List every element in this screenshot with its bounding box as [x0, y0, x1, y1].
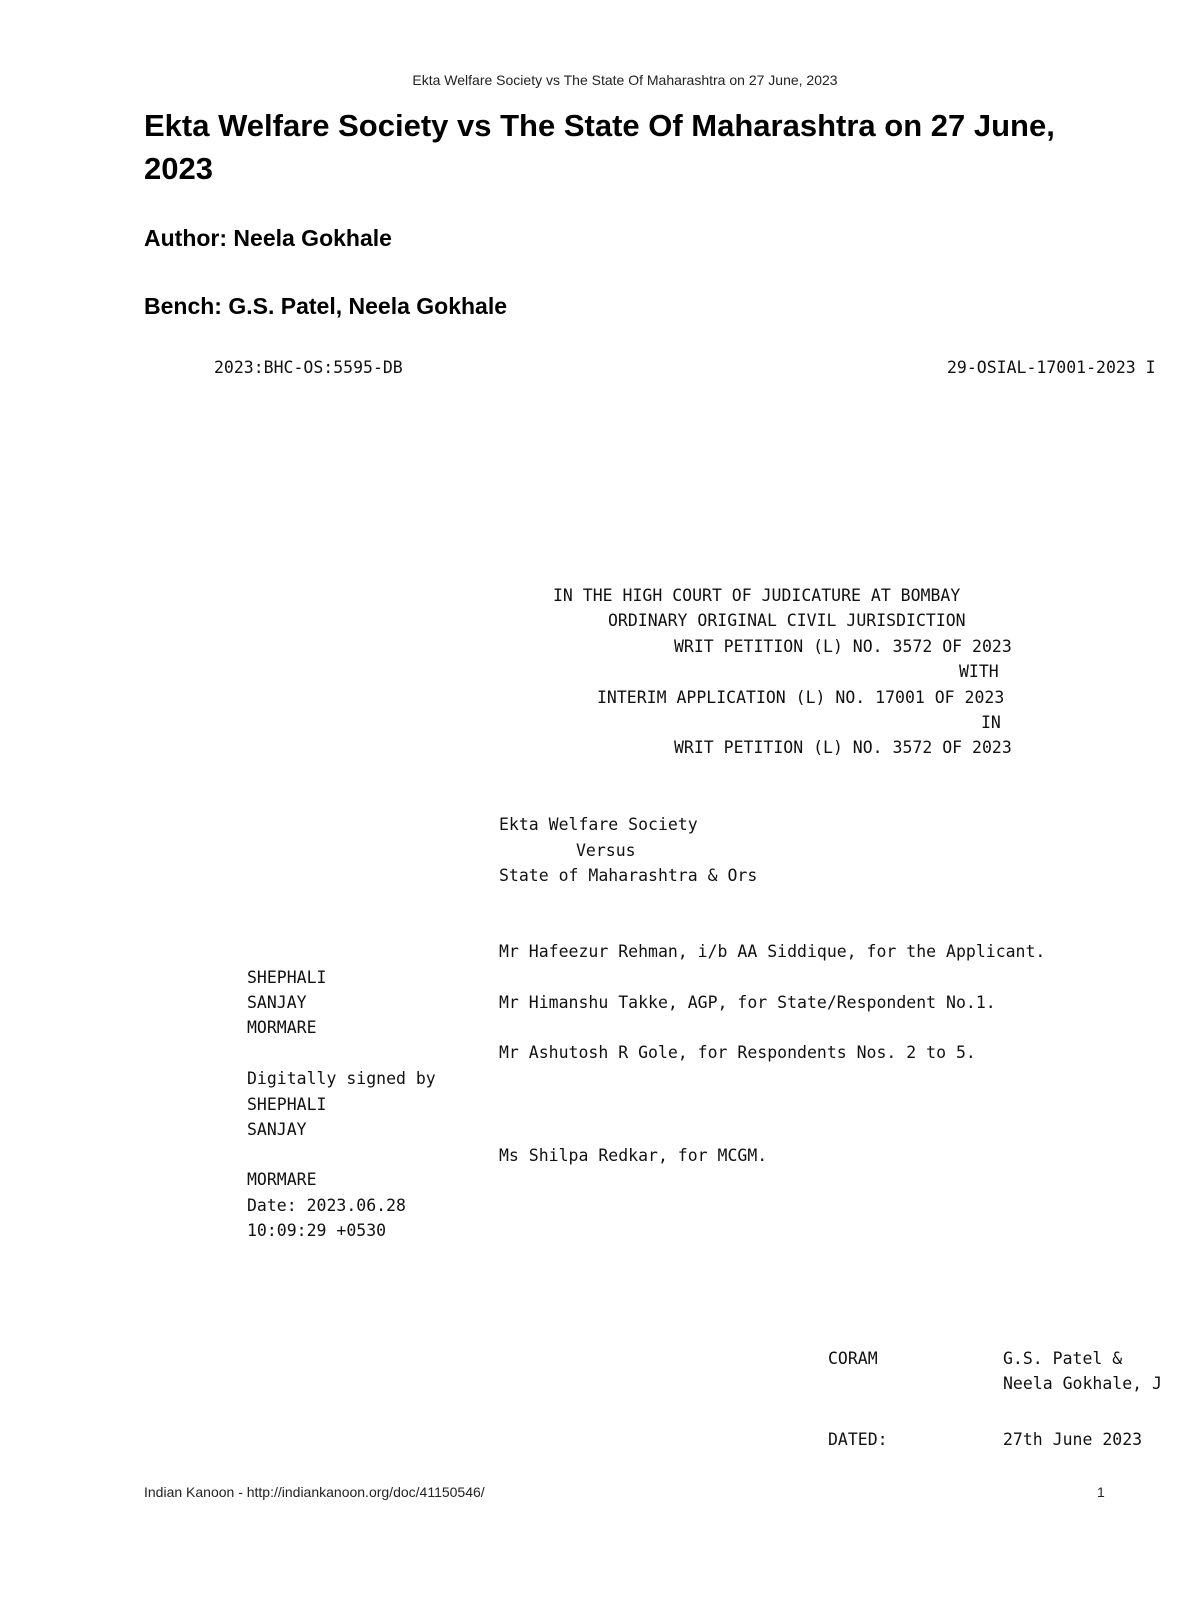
appearance-line: Ms Shilpa Redkar, for MCGM. — [499, 1146, 768, 1165]
footer-source-link[interactable]: Indian Kanoon - http://indiankanoon.org/doc/41150546/ — [144, 1484, 485, 1500]
petitioner: Ekta Welfare Society — [499, 815, 698, 834]
signature-line: Digitally signed by — [247, 1069, 436, 1088]
dated-label: DATED: — [828, 1430, 888, 1449]
signature-line: MORMARE — [247, 1018, 317, 1037]
court-heading-line: INTERIM APPLICATION (L) NO. 17001 OF 2023 — [597, 688, 1005, 707]
document-title: Ekta Welfare Society vs The State Of Maharashtra on 27 June, 2023 — [144, 108, 1055, 186]
dated-value: 27th June 2023 — [1003, 1430, 1143, 1449]
appearance-line: Mr Ashutosh R Gole, for Respondents Nos. 2 to 5. — [499, 1043, 976, 1062]
coram-label: CORAM — [828, 1349, 878, 1368]
court-heading-line: WRIT PETITION (L) NO. 3572 OF 2023 — [674, 738, 1012, 757]
court-heading-line: ORDINARY ORIGINAL CIVIL JURISDICTION — [608, 611, 966, 630]
versus-label: Versus — [576, 841, 636, 860]
court-heading-line: IN — [981, 713, 1001, 732]
appearance-line: Mr Himanshu Takke, AGP, for State/Respondent No.1. — [499, 993, 996, 1012]
signature-line: SHEPHALI — [247, 1095, 327, 1114]
signature-line: SHEPHALI — [247, 968, 327, 987]
page-number: 1 — [1097, 1484, 1105, 1500]
coram-judge: Neela Gokhale, J — [1003, 1374, 1162, 1393]
signature-line: SANJAY — [247, 993, 307, 1012]
bench-line: Bench: G.S. Patel, Neela Gokhale — [144, 293, 508, 319]
court-heading-line: WITH — [959, 662, 999, 681]
case-code: 29-OSIAL-17001-2023 I — [947, 358, 1156, 377]
running-header: Ekta Welfare Society vs The State Of Maharashtra on 27 June, 2023 — [412, 72, 838, 88]
signature-line: 10:09:29 +0530 — [247, 1221, 387, 1240]
court-heading-line: IN THE HIGH COURT OF JUDICATURE AT BOMBAY — [553, 586, 961, 605]
coram-judge: G.S. Patel & — [1003, 1349, 1123, 1368]
neutral-citation: 2023:BHC-OS:5595-DB — [214, 358, 403, 377]
signature-line: Date: 2023.06.28 — [247, 1196, 406, 1215]
appearance-line: Mr Hafeezur Rehman, i/b AA Siddique, for the Applicant. — [499, 942, 1046, 961]
signature-line: SANJAY — [247, 1120, 307, 1139]
court-heading-line: WRIT PETITION (L) NO. 3572 OF 2023 — [674, 637, 1012, 656]
author-line: Author: Neela Gokhale — [144, 225, 392, 251]
respondent: State of Maharashtra & Ors — [499, 866, 758, 885]
signature-line: MORMARE — [247, 1170, 317, 1189]
